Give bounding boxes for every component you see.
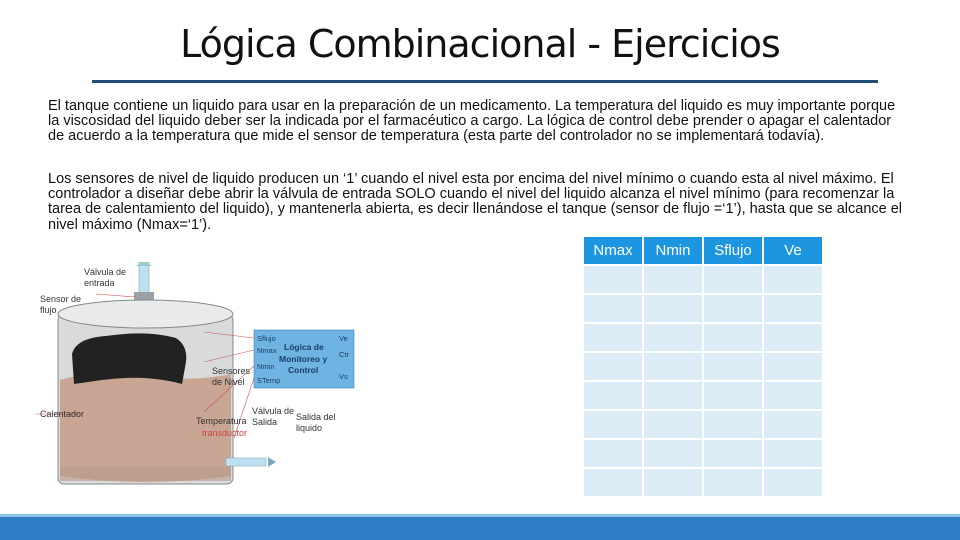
paragraph-level-sensors: Los sensores de nivel de liquido producen un ‘1’ cuando el nivel esta por encima del nivel mínimo o cuando esta al nivel máximo. El controlador a diseñar debe abrir la válvula de entrada SOLO cuando el nivel del liquido alcanza el nivel mínimo (para recomenzar la tarea de calentamiento del liquido), y mantenerla abierta, es decir llenándose el tanque (sensor de flujo =‘1’), hasta que se alcance el nivel máximo (Nmax=‘1’). [48, 171, 903, 233]
truth-table-row [584, 440, 822, 467]
truth-table-cell [704, 266, 762, 293]
truth-table-cell [764, 353, 822, 380]
truth-table-cell [584, 411, 642, 438]
truth-table-cell [764, 440, 822, 467]
flow-sensor-label-2: flujo [40, 305, 57, 315]
truth-table-cell [704, 469, 762, 496]
liquid-out-label-1: Salida del [296, 412, 336, 422]
transducer-label: transductor [202, 428, 248, 438]
logic-label-1: Lógica de [284, 342, 324, 352]
tank-diagram [36, 262, 366, 498]
temperature-label: Temperatura [196, 416, 247, 426]
valve-in-label-1: Válvula de [84, 267, 127, 277]
truth-table-cell [584, 353, 642, 380]
truth-table-body [584, 266, 822, 496]
header-ve: Ve [764, 237, 822, 264]
logic-label-2: Monitoreo y [279, 354, 328, 364]
truth-table-cell [764, 324, 822, 351]
truth-table-row [584, 266, 822, 293]
inlet-arrow-icon [136, 262, 152, 266]
footer-stripe [0, 514, 960, 517]
truth-table-cell [704, 382, 762, 409]
header-nmin: Nmin [644, 237, 702, 264]
paragraph-tank-description: El tanque contiene un liquido para usar en la preparación de un medicamento. La temperatura del liquido es muy importante porque la viscosidad del liquido deber ser la indicada por el farmacéutico a cargo. La lógica de control debe prender o apagar el calentador de acuerdo a la temperatura que mide el sensor de temperatura (esta parte del controlador no se implementará todavía). [48, 98, 896, 145]
truth-table-row [584, 411, 822, 438]
heater-element [60, 467, 231, 481]
valve-out-label-2: Salida [252, 417, 278, 427]
outlet-pipe [226, 458, 266, 466]
output-ve: Ve [339, 334, 348, 343]
truth-table-cell [704, 353, 762, 380]
level-sensors-label-2: de Nivel [212, 377, 245, 387]
truth-table-cell [644, 266, 702, 293]
truth-table-header-row [584, 237, 822, 264]
truth-table-cell [584, 382, 642, 409]
valve-in-label-2: entrada [84, 278, 115, 288]
truth-table-cell [644, 353, 702, 380]
truth-table-cell [584, 266, 642, 293]
truth-table-cell [704, 411, 762, 438]
input-stemp: STemp [257, 376, 281, 385]
truth-table-cell [704, 440, 762, 467]
page-title: Lógica Combinacional - Ejercicios [180, 22, 780, 66]
truth-table-cell [764, 266, 822, 293]
truth-table-row [584, 324, 822, 351]
truth-table-cell [704, 324, 762, 351]
truth-table-cell [764, 295, 822, 322]
tank-top [58, 300, 233, 328]
flow-sensor-line [96, 294, 136, 297]
truth-table-cell [644, 324, 702, 351]
header-nmax: Nmax [584, 237, 642, 264]
truth-table-cell [764, 411, 822, 438]
output-ctr: Ctr [339, 350, 349, 359]
tank-dark-region [72, 333, 186, 384]
truth-table-cell [764, 382, 822, 409]
input-nmax: Nmax [257, 346, 277, 355]
truth-table-cell [644, 411, 702, 438]
output-vs: Vs [339, 372, 348, 381]
truth-table-cell [584, 295, 642, 322]
input-nmin: Nmin [257, 362, 275, 371]
input-sflujo: Sflujo [257, 334, 276, 343]
truth-table-cell [704, 295, 762, 322]
heater-label: Calentador [40, 409, 85, 419]
truth-table-cell [584, 469, 642, 496]
liquid-out-label-2: liquido [296, 423, 323, 433]
truth-table-cell [644, 440, 702, 467]
truth-table-row [584, 353, 822, 380]
header-sflujo: Sflujo [704, 237, 762, 264]
truth-table-row [584, 295, 822, 322]
flow-sensor-label-1: Sensor de [40, 294, 82, 304]
logic-label-3: Control [288, 365, 319, 375]
truth-table [582, 235, 824, 498]
outlet-arrow-icon [268, 457, 276, 467]
truth-table-cell [644, 382, 702, 409]
title-underline [92, 80, 878, 83]
valve-out-label-1: Válvula de [252, 406, 295, 416]
truth-table-cell [644, 295, 702, 322]
truth-table-row [584, 382, 822, 409]
truth-table-cell [644, 469, 702, 496]
truth-table-cell [584, 324, 642, 351]
level-sensors-label-1: Sensores [212, 366, 251, 376]
truth-table-cell [764, 469, 822, 496]
footer-bar [0, 514, 960, 540]
truth-table-cell [584, 440, 642, 467]
truth-table-row [584, 469, 822, 496]
